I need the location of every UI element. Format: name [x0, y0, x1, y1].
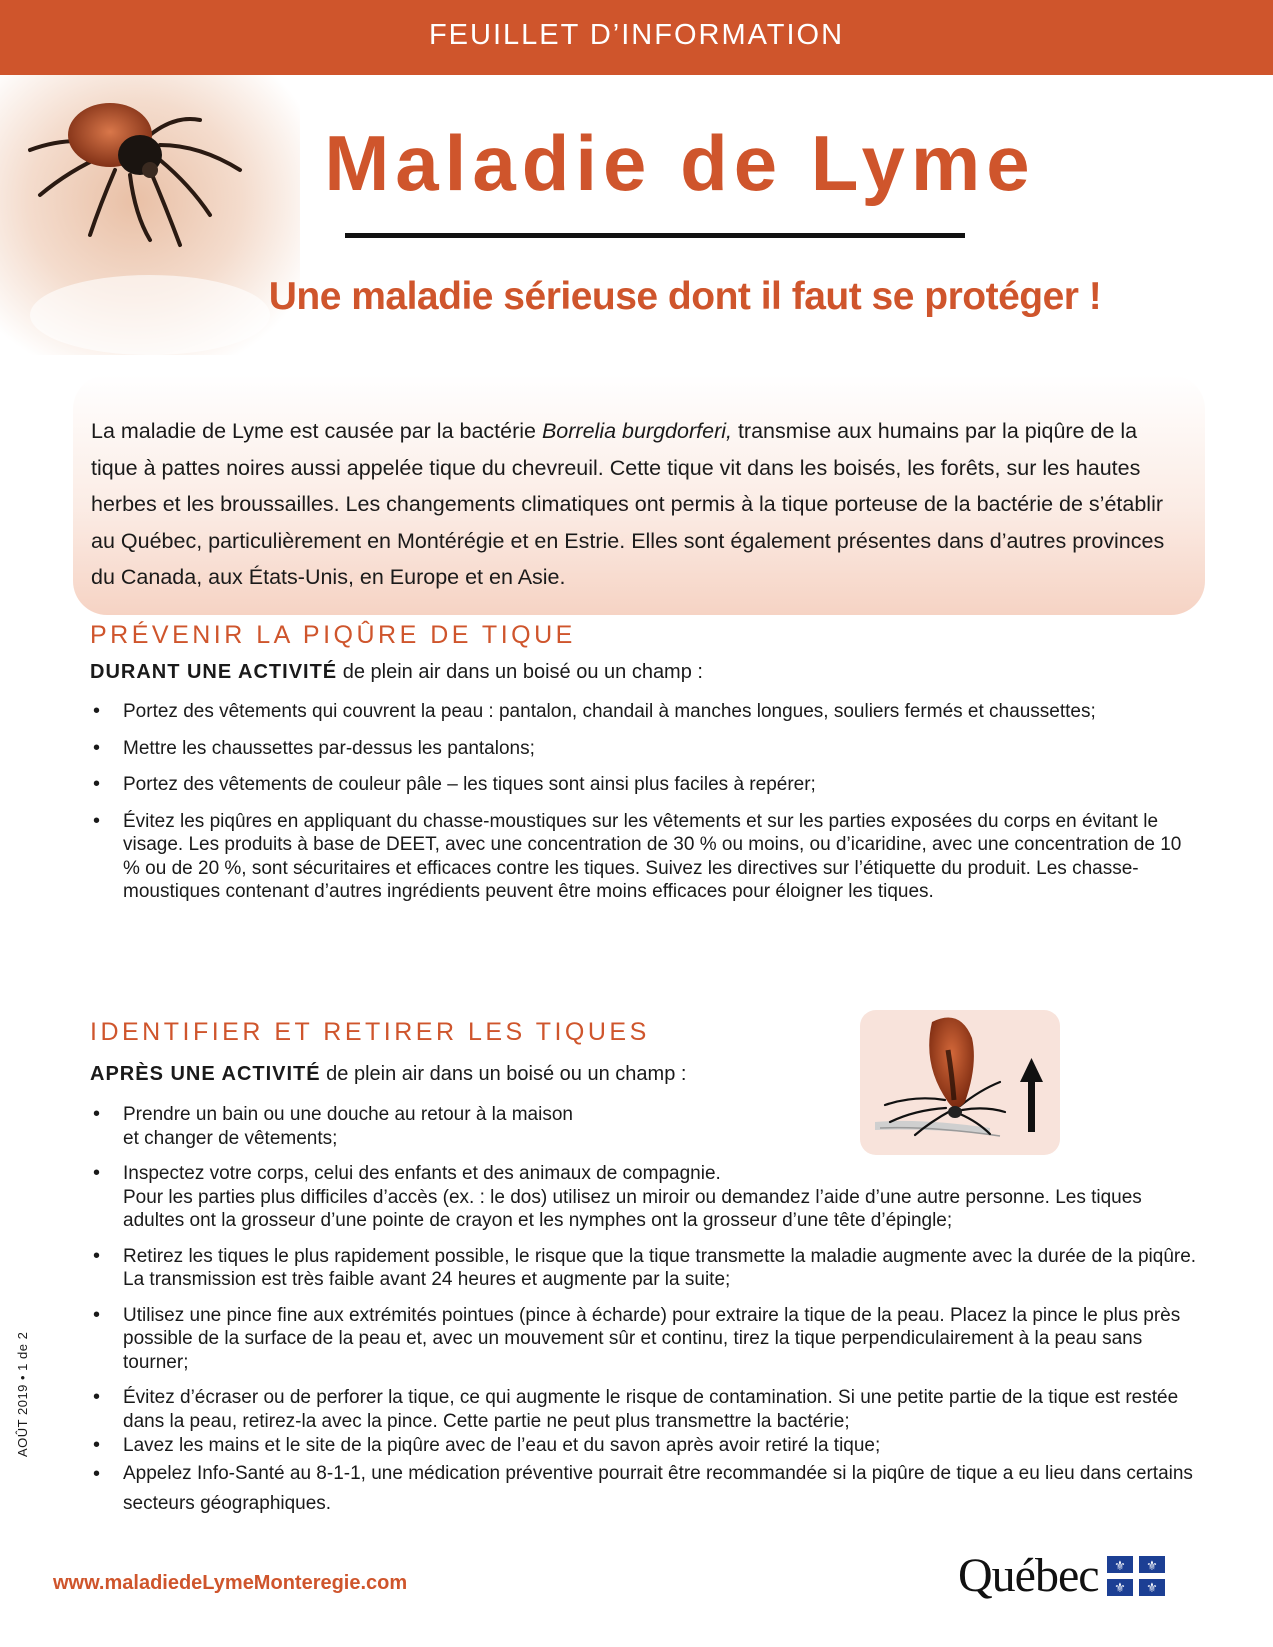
quebec-flag-icon	[1107, 1556, 1165, 1596]
intro-text	[91, 413, 1165, 596]
header-label: FEUILLET D’INFORMATION	[428, 19, 845, 51]
prevent-section-title: PRÉVENIR LA PIQÛRE DE TIQUE	[90, 621, 576, 649]
date-page-label: AOÛT 2019 • 1 de 2	[15, 1331, 30, 1457]
page-title: Maladie de Lyme	[324, 119, 1036, 207]
header-bar	[0, 0, 1273, 75]
title-divider	[345, 233, 965, 238]
page-subtitle: Une maladie sérieuse dont il faut se protéger !	[268, 275, 1102, 318]
svg-text:⚜: ⚜	[1145, 1558, 1158, 1574]
intro-box	[73, 375, 1205, 615]
svg-text:⚜: ⚜	[1145, 1580, 1158, 1596]
list-item: • Lavez les mains et le site de la piqûre avec de l’eau et du savon après avoir retiré la tique;	[90, 1434, 1200, 1458]
identify-list	[90, 1103, 1200, 1519]
website-link[interactable]: www.maladiedeLymeMonteregie.com	[53, 1572, 408, 1594]
prevent-lead	[90, 661, 703, 684]
prevent-lead-bold: DURANT UNE ACTIVITÉ	[90, 661, 338, 683]
list-item-line: Inspectez votre corps, celui des enfants et des animaux de compagnie.	[123, 1163, 721, 1184]
list-item-line: Prendre un bain ou une douche au retour à la maison	[123, 1104, 573, 1125]
list-item	[90, 1162, 1200, 1233]
list-item: • Évitez les piqûres en appliquant du chasse-moustiques sur les vêtements et sur les parties exposées du corps en évitant le visage. Les produits à base de DEET, avec une concentration de 30 % ou moins, ou d’icaridine, avec une concentration de 10 % ou de 20 %, sont sécuritaires et efficaces contre les tiques. Suivez les directives sur l’étiquette du produit. Les chasse-moustiques contenant d’autres ingrédients peuvent être moins efficaces pour éloigner les tiques.	[90, 810, 1200, 904]
list-item: • Évitez d’écraser ou de perforer la tique, ce qui augmente le risque de contamination. Si une petite partie de la tique est restée dans la peau, retirez-la avec la pince. Cette partie ne peut plus transmettre la bactérie;	[90, 1386, 1200, 1433]
svg-text:⚜: ⚜	[1113, 1558, 1126, 1574]
identify-lead	[90, 1063, 686, 1086]
identify-lead-bold: APRÈS UNE ACTIVITÉ	[90, 1063, 321, 1085]
list-item: • Utilisez une pince fine aux extrémités pointues (pince à écharde) pour extraire la tique de la peau. Placez la pince le plus près possible de la surface de la peau et, avec un mouvement sûr et continu, tirez la tique perpendiculairement à la peau sans tourner;	[90, 1304, 1200, 1375]
list-item-line: Pour les parties plus difficiles d’accès (ex. : le dos) utilisez un miroir ou demandez l’aide d’une autre personne. Les tiques adultes ont la grosseur d’une pointe de crayon et les nymphes ont la grosseur d’une tête d’épingle;	[123, 1186, 1142, 1231]
list-item: • Retirez les tiques le plus rapidement possible, le risque que la tique transmette la maladie augmente avec la durée de la piqûre. La transmission est très faible avant 24 heures et augmente par la suite;	[90, 1245, 1200, 1292]
intro-part1: La maladie de Lyme est causée par la bactérie	[91, 419, 542, 443]
intro-species: Borrelia burgdorferi,	[541, 419, 732, 443]
quebec-wordmark: Québec	[958, 1549, 1099, 1602]
intro-part2: transmise aux humains par la piqûre de la tique à pattes noires aussi appelée tique du chevreuil. Cette tique vit dans les boisés, les forêts, sur les hautes herbes et les broussailles. Les changements climatiques ont permis à la tique porteuse de la bactérie de s’établir au Québec, particulièrement en Montérégie et en Estrie. Elles sont également présentes dans d’autres provinces du Canada, aux États-Unis, en Europe et en Asie.	[91, 419, 1165, 589]
prevent-lead-rest: de plein air dans un boisé ou un champ :	[337, 661, 703, 683]
list-item-line: et changer de vêtements;	[123, 1127, 338, 1149]
list-item: • Mettre les chaussettes par-dessus les pantalons;	[90, 737, 1200, 761]
list-item	[90, 1103, 1200, 1150]
list-item: • Portez des vêtements de couleur pâle – les tiques sont ainsi plus faciles à repérer;	[90, 773, 1200, 797]
quebec-logo	[958, 1548, 1165, 1603]
list-item: • Appelez Info-Santé au 8-1-1, une médication préventive pourrait être recommandée si la piqûre de tique a eu lieu dans certains secteurs géographiques.	[90, 1459, 1200, 1519]
identify-section-title: IDENTIFIER ET RETIRER LES TIQUES	[90, 1018, 650, 1046]
list-item: • Portez des vêtements qui couvrent la peau : pantalon, chandail à manches longues, souliers fermés et chaussettes;	[90, 700, 1200, 724]
prevent-list	[90, 700, 1200, 904]
svg-text:⚜: ⚜	[1113, 1580, 1126, 1596]
identify-lead-rest: de plein air dans un boisé ou un champ :	[320, 1063, 687, 1085]
